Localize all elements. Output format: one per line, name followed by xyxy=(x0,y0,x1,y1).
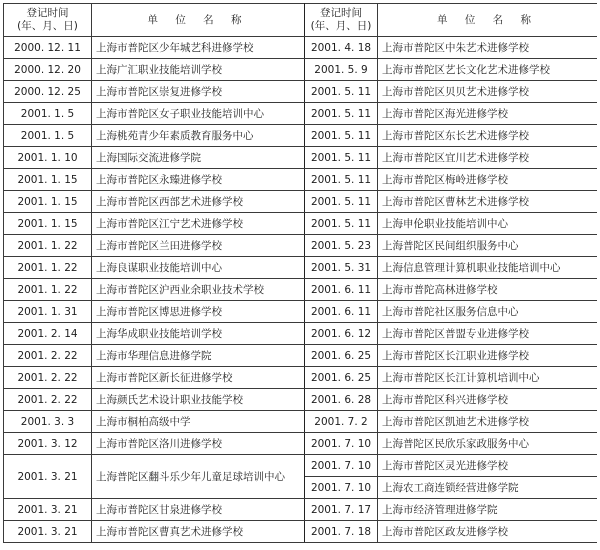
date-header-line1: 登记时间 xyxy=(320,7,362,19)
unit-name-cell: 上海市普陀社区服务信息中心 xyxy=(378,301,598,323)
date-cell: 2001. 7. 10 xyxy=(305,433,378,455)
table-row xyxy=(4,169,598,191)
unit-name-cell: 上海市经济管理进修学院 xyxy=(378,499,598,521)
date-cell: 2001. 7. 17 xyxy=(305,499,378,521)
date-cell: 2001. 6. 12 xyxy=(305,323,378,345)
date-cell: 2001. 1. 31 xyxy=(4,301,92,323)
table-row xyxy=(4,499,598,521)
date-cell: 2001. 7. 10 xyxy=(305,477,378,499)
date-column-header-right xyxy=(305,4,378,37)
date-cell: 2001. 5. 31 xyxy=(305,257,378,279)
table-row xyxy=(4,411,598,433)
table-row xyxy=(4,125,598,147)
table-row xyxy=(4,235,598,257)
date-cell: 2001. 1. 15 xyxy=(4,213,92,235)
date-cell: 2001. 6. 28 xyxy=(305,389,378,411)
table-row xyxy=(4,191,598,213)
date-cell: 2001. 7. 2 xyxy=(305,411,378,433)
table-row xyxy=(4,433,598,455)
date-cell: 2001. 2. 22 xyxy=(4,367,92,389)
date-header-line2: (年、月、日) xyxy=(17,20,78,32)
unit-name-cell: 上海良谋职业技能培训中心 xyxy=(92,257,305,279)
unit-name-cell: 上海市普陀区科兴进修学校 xyxy=(378,389,598,411)
table-row xyxy=(4,279,598,301)
table-row xyxy=(4,323,598,345)
date-column-header-left xyxy=(4,4,92,37)
unit-name-cell: 上海普陀区翻斗乐少年儿童足球培训中心 xyxy=(92,455,305,499)
unit-name-cell: 上海广汇职业技能培训学校 xyxy=(92,59,305,81)
unit-name-cell: 上海市普陀区政友进修学校 xyxy=(378,521,598,543)
date-cell: 2001. 3. 21 xyxy=(4,455,92,499)
table-row xyxy=(4,521,598,543)
table-row xyxy=(4,37,598,59)
unit-name-cell: 上海市普陀区兰田进修学校 xyxy=(92,235,305,257)
date-cell: 2001. 7. 10 xyxy=(305,455,378,477)
unit-name-cell: 上海市普陀区永臻进修学校 xyxy=(92,169,305,191)
unit-name-cell: 上海市普陀区梅岭进修学校 xyxy=(378,169,598,191)
unit-name-cell: 上海桃苑青少年素质教育服务中心 xyxy=(92,125,305,147)
table-row xyxy=(4,147,598,169)
unit-name-cell: 上海国际交流进修学院 xyxy=(92,147,305,169)
date-cell: 2000. 12. 20 xyxy=(4,59,92,81)
table-row xyxy=(4,257,598,279)
document-page xyxy=(3,3,597,547)
unit-name-cell: 上海市普陀区甘泉进修学校 xyxy=(92,499,305,521)
date-cell: 2001. 4. 18 xyxy=(305,37,378,59)
name-column-header-right: 单 位 名 称 xyxy=(378,4,598,37)
unit-name-cell: 上海市普陀区长江计算机培训中心 xyxy=(378,367,598,389)
name-column-header-left: 单 位 名 称 xyxy=(92,4,305,37)
unit-name-cell: 上海市普陀区博思进修学校 xyxy=(92,301,305,323)
date-cell: 2001. 7. 18 xyxy=(305,521,378,543)
unit-name-cell: 上海市普陀区普盟专业进修学校 xyxy=(378,323,598,345)
unit-name-cell: 上海市普陀区曹林艺术进修学校 xyxy=(378,191,598,213)
date-cell: 2001. 5. 11 xyxy=(305,147,378,169)
unit-name-cell: 上海普陀区民欣乐家政服务中心 xyxy=(378,433,598,455)
date-cell: 2001. 3. 12 xyxy=(4,433,92,455)
unit-name-cell: 上海农工商连锁经营进修学院 xyxy=(378,477,598,499)
table-row xyxy=(4,59,598,81)
date-cell: 2000. 12. 25 xyxy=(4,81,92,103)
unit-name-cell: 上海市普陀区洛川进修学校 xyxy=(92,433,305,455)
date-cell: 2001. 5. 23 xyxy=(305,235,378,257)
date-header-line2: (年、月、日) xyxy=(310,20,372,32)
date-cell: 2001. 1. 22 xyxy=(4,279,92,301)
unit-name-cell: 上海市普陀区贝贝艺术进修学校 xyxy=(378,81,598,103)
table-row xyxy=(4,367,598,389)
date-cell: 2001. 3. 3 xyxy=(4,411,92,433)
unit-name-cell: 上海市普陀区江宁艺术进修学校 xyxy=(92,213,305,235)
unit-name-cell: 上海市普陀区女子职业技能培训中心 xyxy=(92,103,305,125)
date-cell: 2001. 1. 5 xyxy=(4,103,92,125)
date-cell: 2001. 5. 11 xyxy=(305,103,378,125)
unit-name-cell: 上海市普陀区灵光进修学校 xyxy=(378,455,598,477)
table-row xyxy=(4,81,598,103)
date-cell: 2001. 6. 25 xyxy=(305,345,378,367)
date-cell: 2001. 2. 22 xyxy=(4,345,92,367)
date-cell: 2001. 1. 5 xyxy=(4,125,92,147)
unit-name-cell: 上海市普陀区宜川艺术进修学校 xyxy=(378,147,598,169)
unit-name-cell: 上海市普陀区东长艺术进修学校 xyxy=(378,125,598,147)
unit-name-cell: 上海申伦职业技能培训中心 xyxy=(378,213,598,235)
unit-name-cell: 上海市普陀区西部艺术进修学校 xyxy=(92,191,305,213)
date-cell: 2001. 5. 11 xyxy=(305,213,378,235)
unit-name-cell: 上海市桐柏高级中学 xyxy=(92,411,305,433)
unit-name-cell: 上海市普陀区崇复进修学校 xyxy=(92,81,305,103)
table-row xyxy=(4,389,598,411)
unit-name-cell: 上海信息管理计算机职业技能培训中心 xyxy=(378,257,598,279)
date-cell: 2001. 5. 11 xyxy=(305,125,378,147)
unit-name-cell: 上海市普陀区海光进修学校 xyxy=(378,103,598,125)
date-cell: 2001. 5. 11 xyxy=(305,169,378,191)
date-cell: 2001. 1. 22 xyxy=(4,235,92,257)
date-cell: 2001. 5. 9 xyxy=(305,59,378,81)
unit-name-cell: 上海市普陀区中朱艺术进修学校 xyxy=(378,37,598,59)
registration-table xyxy=(3,3,597,543)
table-row xyxy=(4,301,598,323)
unit-name-cell: 上海市普陀区长江职业进修学校 xyxy=(378,345,598,367)
date-cell: 2001. 6. 11 xyxy=(305,279,378,301)
table-row xyxy=(4,103,598,125)
date-cell: 2001. 3. 21 xyxy=(4,521,92,543)
table-header-row xyxy=(4,4,598,37)
date-cell: 2000. 12. 11 xyxy=(4,37,92,59)
unit-name-cell: 上海市普陀区新长征进修学校 xyxy=(92,367,305,389)
unit-name-cell: 上海市普陀区少年城艺科进修学校 xyxy=(92,37,305,59)
table-row xyxy=(4,345,598,367)
unit-name-cell: 上海市普陀高林进修学校 xyxy=(378,279,598,301)
date-cell: 2001. 3. 21 xyxy=(4,499,92,521)
table-row xyxy=(4,213,598,235)
unit-name-cell: 上海市普陀区艺长文化艺术进修学校 xyxy=(378,59,598,81)
date-cell: 2001. 1. 10 xyxy=(4,147,92,169)
unit-name-cell: 上海普陀区民间组织服务中心 xyxy=(378,235,598,257)
table-row xyxy=(4,455,598,477)
unit-name-cell: 上海颜氏艺术设计职业技能学校 xyxy=(92,389,305,411)
unit-name-cell: 上海市普陀区曹真艺术进修学校 xyxy=(92,521,305,543)
date-cell: 2001. 5. 11 xyxy=(305,81,378,103)
date-cell: 2001. 5. 11 xyxy=(305,191,378,213)
unit-name-cell: 上海市华理信息进修学院 xyxy=(92,345,305,367)
date-cell: 2001. 6. 11 xyxy=(305,301,378,323)
date-cell: 2001. 1. 15 xyxy=(4,169,92,191)
date-cell: 2001. 6. 25 xyxy=(305,367,378,389)
date-cell: 2001. 2. 22 xyxy=(4,389,92,411)
unit-name-cell: 上海市普陀区凯迪艺术进修学校 xyxy=(378,411,598,433)
unit-name-cell: 上海华成职业技能培训学校 xyxy=(92,323,305,345)
unit-name-cell: 上海市普陀区沪西业余职业技术学校 xyxy=(92,279,305,301)
date-cell: 2001. 1. 15 xyxy=(4,191,92,213)
date-header-line1: 登记时间 xyxy=(26,7,69,19)
date-cell: 2001. 1. 22 xyxy=(4,257,92,279)
date-cell: 2001. 2. 14 xyxy=(4,323,92,345)
